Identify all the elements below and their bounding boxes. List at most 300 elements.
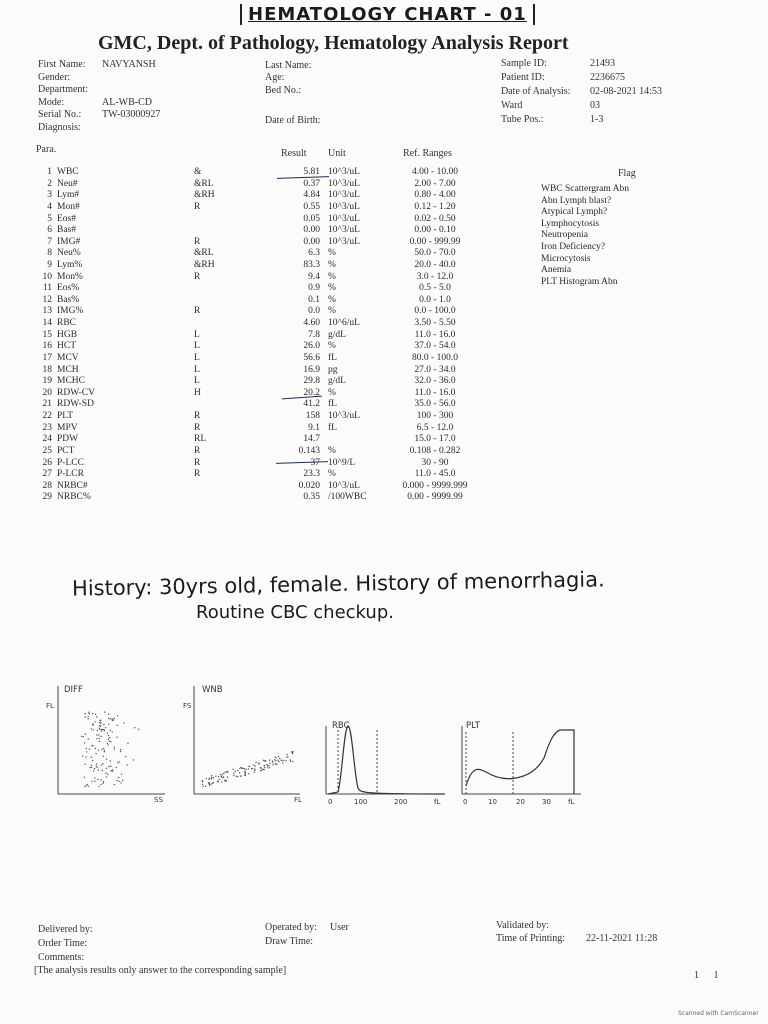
param-name: Mon# xyxy=(57,201,80,212)
wnb-dot xyxy=(255,762,256,763)
param-unit: % xyxy=(328,341,336,352)
param-name: MPV xyxy=(57,422,78,433)
wnb-dot xyxy=(291,751,292,752)
wnb-dot xyxy=(286,756,287,757)
header-ref-ranges: Ref. Ranges xyxy=(403,148,452,159)
footer-order-time: Order Time: xyxy=(38,938,88,949)
param-ref-range: 0.00 - 9999.99 xyxy=(407,492,463,503)
table-row xyxy=(0,411,768,422)
diff-dot xyxy=(108,738,109,739)
param-unit: g/dL xyxy=(328,329,346,340)
param-number: 13 xyxy=(42,306,52,317)
diff-dot xyxy=(89,713,90,714)
diff-dot xyxy=(85,734,86,735)
param-number: 16 xyxy=(42,341,52,352)
wnb-dot xyxy=(274,759,275,760)
param-number: 2 xyxy=(47,178,52,189)
param-number: 3 xyxy=(47,190,52,201)
param-name: Eos# xyxy=(57,213,76,224)
diff-dot xyxy=(89,767,90,768)
wnb-dot xyxy=(273,764,274,765)
diff-dot xyxy=(118,781,119,782)
diff-dot xyxy=(84,742,85,743)
table-row xyxy=(0,365,768,376)
param-result: 0.37 xyxy=(303,178,320,189)
diff-dot xyxy=(117,725,118,726)
diff-dot xyxy=(106,776,107,777)
wnb-dot xyxy=(211,777,212,778)
param-number: 14 xyxy=(42,318,52,329)
plt-title: PLT xyxy=(466,721,480,731)
wnb-dot xyxy=(224,780,225,781)
wnb-dot xyxy=(224,772,225,773)
param-flag: R xyxy=(194,306,201,317)
param-result: 29.8 xyxy=(303,376,320,387)
param-number: 24 xyxy=(42,434,52,445)
diff-dot xyxy=(105,727,106,728)
table-row xyxy=(0,202,768,213)
wnb-title: WNB xyxy=(202,685,223,695)
patient-mid-label: Bed No.: xyxy=(265,85,302,96)
table-row xyxy=(0,190,768,201)
diff-dot xyxy=(119,761,120,762)
param-number: 20 xyxy=(42,387,52,398)
diff-dot xyxy=(114,784,115,785)
diff-dot xyxy=(93,729,94,730)
wnb-dot xyxy=(264,765,265,766)
diff-dot xyxy=(85,716,86,717)
wnb-dot xyxy=(218,776,219,777)
scanner-note: Scanned with CamScanner xyxy=(678,1010,759,1017)
diff-dot xyxy=(86,785,87,786)
param-name: WBC xyxy=(57,167,79,177)
rbc-tick-200: 200 xyxy=(394,798,408,806)
param-ref-range: 37.0 - 54.0 xyxy=(414,341,456,352)
diff-dot xyxy=(84,786,85,787)
footer-comments: Comments: xyxy=(38,952,85,963)
param-result: 16.9 xyxy=(303,364,320,375)
diff-dot xyxy=(103,781,104,782)
patient-right-label: Date of Analysis: xyxy=(501,86,571,97)
param-name: PLT xyxy=(57,411,74,421)
diff-dot xyxy=(110,718,111,719)
wnb-dot xyxy=(269,767,270,768)
table-row xyxy=(0,283,768,294)
table-row xyxy=(0,341,768,352)
table-row xyxy=(0,179,768,190)
param-number: 10 xyxy=(42,271,52,282)
param-unit: % xyxy=(328,387,336,398)
wnb-dot xyxy=(205,786,206,787)
table-row xyxy=(0,458,768,469)
param-number: 12 xyxy=(42,294,52,305)
rbc-tick-100: 100 xyxy=(354,798,368,806)
wnb-dot xyxy=(254,769,255,770)
diff-dot xyxy=(121,774,122,775)
patient-left-label: Serial No.: xyxy=(38,109,82,120)
diff-dot xyxy=(114,747,115,748)
table-row xyxy=(0,306,768,317)
wnb-dot xyxy=(237,776,238,777)
flag-item: WBC Scattergram Abn xyxy=(541,184,629,194)
param-result: 9.1 xyxy=(308,422,320,433)
param-ref-range: 11.0 - 45.0 xyxy=(414,469,456,480)
diff-dot xyxy=(107,743,108,744)
wnb-dot xyxy=(202,780,203,781)
table-row xyxy=(0,272,768,283)
wnb-dot xyxy=(272,760,273,761)
diff-dot xyxy=(108,744,109,745)
diff-dot xyxy=(123,722,124,723)
param-result: 9.4 xyxy=(308,271,320,282)
wnb-dot xyxy=(223,773,224,774)
diff-dot xyxy=(88,786,89,787)
wnb-dot xyxy=(254,772,255,773)
diff-dot xyxy=(94,781,95,782)
diff-dot xyxy=(122,780,123,781)
wnb-dot xyxy=(245,773,246,774)
wnb-x-label: FL xyxy=(294,796,302,804)
diff-dot xyxy=(108,724,109,725)
param-unit: 10^3/uL xyxy=(328,178,360,189)
plt-tick-30: 30 xyxy=(542,798,551,806)
diff-dot xyxy=(103,756,104,757)
param-unit: fL xyxy=(328,422,337,433)
wnb-dot xyxy=(208,779,209,780)
table-row xyxy=(0,446,768,457)
param-ref-range: 0.80 - 4.00 xyxy=(414,190,456,201)
param-ref-range: 4.00 - 10.00 xyxy=(412,167,458,177)
wnb-dot xyxy=(260,770,261,771)
diff-dot xyxy=(117,762,118,763)
patient-left-label: Department: xyxy=(38,84,88,95)
diff-dot xyxy=(117,715,118,716)
diff-dot xyxy=(99,728,100,729)
param-unit: /100WBC xyxy=(328,492,367,503)
diff-dot xyxy=(116,780,117,781)
rbc-histogram xyxy=(320,718,450,808)
wnb-dot xyxy=(260,767,261,768)
diff-dot xyxy=(84,764,85,765)
param-unit: pg xyxy=(328,364,338,375)
diff-dot xyxy=(106,758,107,759)
table-row xyxy=(0,353,768,364)
param-number: 21 xyxy=(42,399,52,410)
diff-dot xyxy=(112,720,113,721)
param-name: P-LCC xyxy=(57,457,84,468)
history-line-2: Routine CBC checkup. xyxy=(196,602,394,623)
wnb-dot xyxy=(221,781,222,782)
diff-dot xyxy=(103,783,104,784)
wnb-dot xyxy=(211,783,212,784)
param-flag: & xyxy=(194,167,202,177)
plt-tick-fl: fL xyxy=(568,798,575,806)
diff-dot xyxy=(95,753,96,754)
diff-dot xyxy=(91,767,92,768)
param-flag: L xyxy=(194,376,200,387)
header-unit: Unit xyxy=(328,148,346,159)
param-unit: % xyxy=(328,283,336,294)
param-name: MCH xyxy=(57,364,79,375)
param-ref-range: 2.00 - 7.00 xyxy=(414,178,456,189)
param-flag: L xyxy=(194,352,200,363)
param-result: 20.2 xyxy=(303,387,320,398)
wnb-dot xyxy=(267,767,268,768)
diff-dot xyxy=(94,768,95,769)
param-name: IMG% xyxy=(57,306,84,317)
flag-item: Iron Deficiency? xyxy=(541,242,606,252)
param-unit: % xyxy=(328,260,336,270)
param-result: 7.8 xyxy=(308,329,320,340)
diff-dot xyxy=(95,748,96,749)
param-number: 25 xyxy=(42,445,52,456)
table-row xyxy=(0,237,768,248)
footer-operated-by: Operated by: xyxy=(265,922,317,933)
diff-dot xyxy=(98,769,99,770)
param-flag: L xyxy=(194,341,200,352)
wnb-dot xyxy=(213,782,214,783)
diff-dot xyxy=(107,732,108,733)
wnb-dot xyxy=(226,771,227,772)
param-result: 0.143 xyxy=(298,445,320,456)
wnb-dot xyxy=(264,769,265,770)
diff-dot xyxy=(98,734,99,735)
param-ref-range: 15.0 - 17.0 xyxy=(414,434,456,445)
wnb-dot xyxy=(202,781,203,782)
patient-left-label: Gender: xyxy=(38,71,71,83)
wnb-dot xyxy=(248,766,249,767)
param-unit: % xyxy=(328,294,336,305)
param-flag: L xyxy=(194,329,200,340)
diff-dot xyxy=(108,714,109,715)
wnb-dot xyxy=(225,781,226,782)
diff-dot xyxy=(97,730,98,731)
diff-dot xyxy=(101,749,102,750)
flag-item: Lymphocytosis xyxy=(541,218,600,229)
param-name: HCT xyxy=(57,341,76,352)
diff-dot xyxy=(85,756,86,757)
wnb-dot xyxy=(285,760,286,761)
param-result: 6.3 xyxy=(308,248,320,259)
footer-operator: User xyxy=(330,922,349,933)
wnb-dot xyxy=(227,776,228,777)
flag-item: PLT Histogram Abn xyxy=(541,276,618,287)
param-unit: 10^3/uL xyxy=(328,225,360,236)
rbc-title: RBC xyxy=(332,721,350,731)
diff-scattergram xyxy=(40,682,175,804)
param-unit: 10^3/uL xyxy=(328,236,360,247)
flag-item: Anemia xyxy=(541,265,572,276)
diff-dot xyxy=(98,750,99,751)
param-ref-range: 30 - 90 xyxy=(421,457,449,468)
wnb-dot xyxy=(211,775,212,776)
param-name: Mon% xyxy=(57,271,83,282)
param-unit: % xyxy=(328,248,336,259)
table-row xyxy=(0,423,768,434)
param-result: 14.7 xyxy=(303,434,320,445)
wnb-dot xyxy=(269,763,270,764)
param-number: 23 xyxy=(42,422,52,433)
param-unit: 10^3/uL xyxy=(328,213,360,224)
diff-dot xyxy=(96,735,97,736)
wnb-dot xyxy=(219,779,220,780)
param-flag: R xyxy=(194,469,201,480)
param-flag: R xyxy=(194,422,201,433)
param-unit: 10^3/uL xyxy=(328,480,360,491)
param-ref-range: 35.0 - 56.0 xyxy=(414,399,456,410)
patient-left-value: AL-WB-CD xyxy=(102,96,152,108)
chart-heading: HEMATOLOGY CHART - 01 xyxy=(240,4,535,25)
patient-right-value: 21493 xyxy=(590,58,615,69)
param-name: HGB xyxy=(57,329,78,340)
param-ref-range: 0.0 - 1.0 xyxy=(419,294,451,305)
param-unit: % xyxy=(328,445,336,456)
param-flag: L xyxy=(194,364,200,375)
param-flag: R xyxy=(194,457,201,468)
param-ref-range: 3.50 - 5.50 xyxy=(414,318,456,329)
wnb-dot xyxy=(211,778,212,779)
param-number: 9 xyxy=(47,260,52,270)
header-para: Para. xyxy=(36,144,57,155)
diff-dot xyxy=(120,749,121,750)
param-unit: 10^9/L xyxy=(328,457,356,468)
table-row xyxy=(0,225,768,236)
param-result: 41.2 xyxy=(303,399,320,410)
wnb-dot xyxy=(266,764,267,765)
patient-right-label: Patient ID: xyxy=(501,72,545,83)
wnb-dot xyxy=(209,785,210,786)
param-number: 17 xyxy=(42,352,52,363)
diff-dot xyxy=(138,729,139,730)
history-line-1: History: 30yrs old, female. History of menorrhagia. xyxy=(71,567,605,601)
patient-mid-label: Date of Birth: xyxy=(265,115,321,126)
patient-right-value: 2236675 xyxy=(590,72,625,83)
table-row xyxy=(0,399,768,410)
param-number: 5 xyxy=(47,213,52,224)
wnb-dot xyxy=(245,772,246,773)
diff-dot xyxy=(91,781,92,782)
wnb-dot xyxy=(235,771,236,772)
rbc-tick-fl: fL xyxy=(434,798,441,806)
param-name: Bas# xyxy=(57,225,76,236)
param-unit: % xyxy=(328,469,336,480)
param-unit: fL xyxy=(328,352,337,363)
param-flag: &RH xyxy=(194,260,215,270)
param-result: 4.60 xyxy=(303,318,320,329)
param-name: Neu# xyxy=(57,178,78,189)
param-name: PDW xyxy=(57,434,79,445)
wnb-dot xyxy=(265,760,266,761)
param-result: 0.00 xyxy=(303,225,320,236)
diff-dot xyxy=(89,748,90,749)
table-row xyxy=(0,434,768,445)
diff-dot xyxy=(84,777,85,778)
param-ref-range: 0.02 - 0.50 xyxy=(414,213,456,224)
diff-dot xyxy=(116,737,117,738)
flag-item: Abn Lymph blast? xyxy=(541,195,612,206)
param-number: 4 xyxy=(47,201,52,212)
diff-dot xyxy=(105,772,106,773)
diff-dot xyxy=(99,725,100,726)
param-number: 22 xyxy=(42,411,52,421)
param-name: P-LCR xyxy=(57,469,84,480)
wnb-dot xyxy=(239,772,240,773)
diff-dot xyxy=(94,721,95,722)
wnb-dot xyxy=(269,759,270,760)
diff-dot xyxy=(114,749,115,750)
param-ref-range: 20.0 - 40.0 xyxy=(414,260,456,270)
wnb-dot xyxy=(286,754,287,755)
diff-dot xyxy=(100,720,101,721)
footer-printing-label: Time of Printing: xyxy=(496,933,566,944)
diff-dot xyxy=(103,748,104,749)
table-row xyxy=(0,318,768,329)
plt-tick-20: 20 xyxy=(516,798,525,806)
param-result: 0.1 xyxy=(308,294,320,305)
wnb-dot xyxy=(263,760,264,761)
wnb-dot xyxy=(232,769,233,770)
rbc-tick-0: 0 xyxy=(328,798,333,806)
wnb-dot xyxy=(202,784,203,785)
param-name: PCT xyxy=(57,445,75,456)
param-flag: &RL xyxy=(194,248,214,259)
diff-x-label: SS xyxy=(154,796,163,804)
patient-left-label: Diagnosis: xyxy=(38,121,81,133)
diff-dot xyxy=(99,738,100,739)
param-number: 19 xyxy=(42,376,52,387)
wnb-dot xyxy=(275,756,276,757)
table-row xyxy=(0,469,768,480)
diff-dot xyxy=(104,751,105,752)
param-ref-range: 0.00 - 999.99 xyxy=(409,236,461,247)
diff-dot xyxy=(94,777,95,778)
param-number: 29 xyxy=(42,492,52,503)
report-title: GMC, Dept. of Pathology, Hematology Analysis Report xyxy=(98,32,569,54)
diff-dot xyxy=(81,736,82,737)
param-result: 37 xyxy=(310,457,320,468)
wnb-dot xyxy=(233,775,234,776)
diff-dot xyxy=(101,779,102,780)
param-number: 18 xyxy=(42,364,52,375)
param-number: 27 xyxy=(42,469,52,480)
diff-dot xyxy=(97,779,98,780)
flag-item: Neutropenia xyxy=(541,230,588,241)
wnb-dot xyxy=(275,760,276,761)
wnb-dot xyxy=(275,763,276,764)
param-ref-range: 27.0 - 34.0 xyxy=(414,364,456,375)
diff-dot xyxy=(101,729,102,730)
header-result: Result xyxy=(281,148,307,159)
param-flag: &RL xyxy=(194,178,214,189)
diff-dot xyxy=(86,751,87,752)
diff-dot xyxy=(112,771,113,772)
param-number: 26 xyxy=(42,457,52,468)
wnb-dot xyxy=(221,776,222,777)
diff-dot xyxy=(96,763,97,764)
diff-dot xyxy=(120,751,121,752)
param-flag: H xyxy=(194,387,201,398)
param-result: 56.6 xyxy=(303,352,320,363)
diff-dot xyxy=(108,735,109,736)
diff-dot xyxy=(100,784,101,785)
wnb-dot xyxy=(240,767,241,768)
param-ref-range: 50.0 - 70.0 xyxy=(414,248,456,259)
param-result: 158 xyxy=(305,411,320,421)
table-row xyxy=(0,167,768,178)
param-result: 5.81 xyxy=(303,167,320,177)
diff-dot xyxy=(107,774,108,775)
footer-validated-by: Validated by: xyxy=(496,920,550,931)
